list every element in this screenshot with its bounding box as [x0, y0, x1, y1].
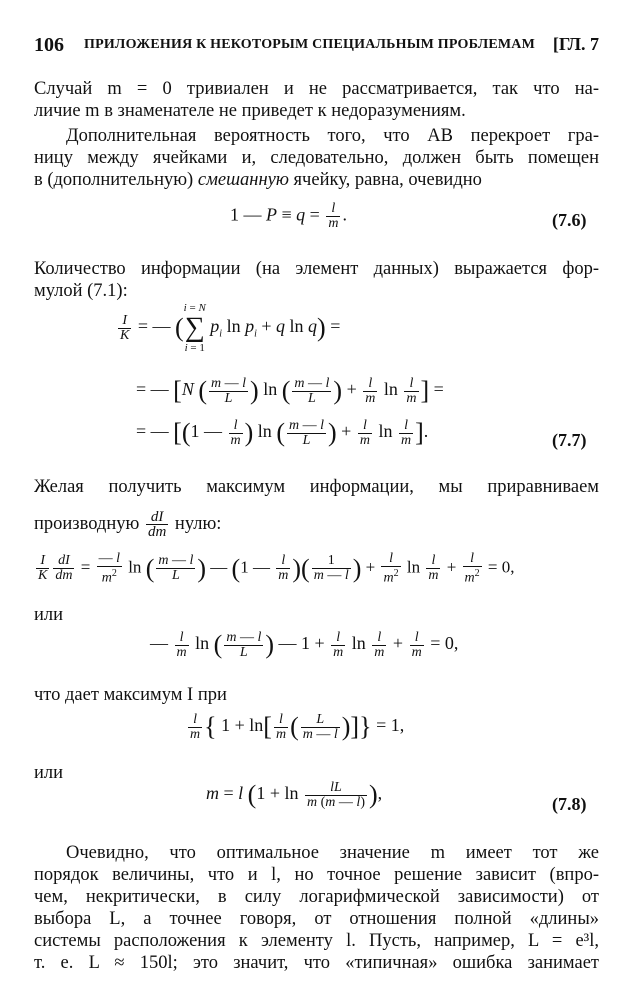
text-line: Количество информации (на элемент данных) выражается фор- — [34, 259, 599, 279]
text-line — [34, 169, 482, 191]
text-span: в (дополнительную) — [34, 170, 198, 190]
text-line: порядок величины, что и l, но точное решение зависит (впро- — [34, 865, 599, 885]
text-line: Желая получить максимум информации, мы приравниваем — [34, 477, 599, 497]
text-line: личие m в знаменателе не приведет к недоразумениям. — [34, 101, 466, 121]
derivative-equation: $\frac{I}{K}$ $\frac{dI}{dm}$ = $\frac{— l}{m^2}$ ln ( $\frac{m — l}{L}$ ) — (1 — $\frac{l}{m}$ )( $\frac{1}{m — l}$ ) + $\frac{l}{m^2}$ ln $\frac{l}{m}$ + $\frac{l}{m^2}$ = 0, — [38, 551, 515, 586]
text-line: мулой (7.1): — [34, 281, 128, 301]
text-line: ницу между ячейками и, следовательно, должен быть помещен — [34, 148, 599, 168]
equation-7-7-line1: $\frac{I}{K}$ = — (i = N ∑ i = 1 $p_i$ $\ln p_i + q$ ln q) = — [120, 302, 341, 354]
text-line: т. е. L ≈ 150l; это значит, что «типичная» ошибка занимает — [34, 953, 599, 973]
emphasis: смешанную — [197, 170, 289, 190]
text-line: чем, некритически, в силу логарифмической зависимости) от — [34, 887, 599, 907]
text-line: системы расположения к элементу l. Пусть, например, L = e³l, — [34, 931, 599, 951]
equation-7-7-line2: = — [N ( $\frac{m — l}{L}$ ) ln ( $\frac{m — l}{L}$ ) + $\frac{l}{m}$ ln $\frac{l}{m}$ ] = — [136, 375, 444, 406]
text-line: Очевидно, что оптимальное значение m имеет тот же — [66, 843, 599, 863]
text-span: производную — [34, 513, 140, 534]
text-line: выбора L, а точнее говоря, от отношения полной «длины» — [34, 909, 599, 929]
text-line: или — [34, 605, 64, 625]
simplified-equation: — $\frac{l}{m}$ ln ( $\frac{m — l}{L}$ ) — 1 + $\frac{l}{m}$ ln $\frac{l}{m}$ + $\frac{l}{m}$ = 0, — [150, 629, 459, 660]
equation-7-8: m = l (1 + ln $\frac{lL}{m (m — l)}$ ), — [206, 779, 383, 810]
text-line: или — [34, 763, 64, 783]
text-span: нулю: — [174, 513, 222, 534]
running-title: ПРИЛОЖЕНИЯ К НЕКОТОРЫМ СПЕЦИАЛЬНЫМ ПРОБЛЕМАМ — [84, 37, 536, 52]
chapter-label: [ГЛ. 7 — [552, 34, 599, 54]
text-line: что дает максимум I при — [34, 685, 227, 705]
equation-number: (7.6) — [552, 210, 587, 230]
maximum-condition-equation: $\frac{l}{m}$ { 1 + ln[ $\frac{l}{m}$ ( $\frac{L}{m — l}$ )]} = 1, — [190, 711, 405, 742]
running-header — [34, 34, 599, 58]
text-line: Дополнительная вероятность того, что AB перекроет гра- — [66, 126, 599, 146]
page-number: 106 — [34, 34, 64, 56]
equation-number: (7.7) — [552, 430, 587, 450]
equation-7-7-line3: = — [(1 — $\frac{l}{m}$ ) ln ( $\frac{m — l}{L}$ ) + $\frac{l}{m}$ ln $\frac{l}{m}$ ]. — [136, 417, 429, 448]
text-line: Случай m = 0 тривиален и не рассматривается, так что на- — [34, 79, 599, 99]
equation-number: (7.8) — [552, 794, 587, 814]
equation-7-6: 1 — P ≡ q = $\frac{l}{m}$ . — [230, 201, 347, 231]
text-line: производную $\frac{dI}{dm}$ нулю: — [34, 509, 222, 540]
text-span: ячейку, равна, очевидно — [288, 170, 482, 190]
